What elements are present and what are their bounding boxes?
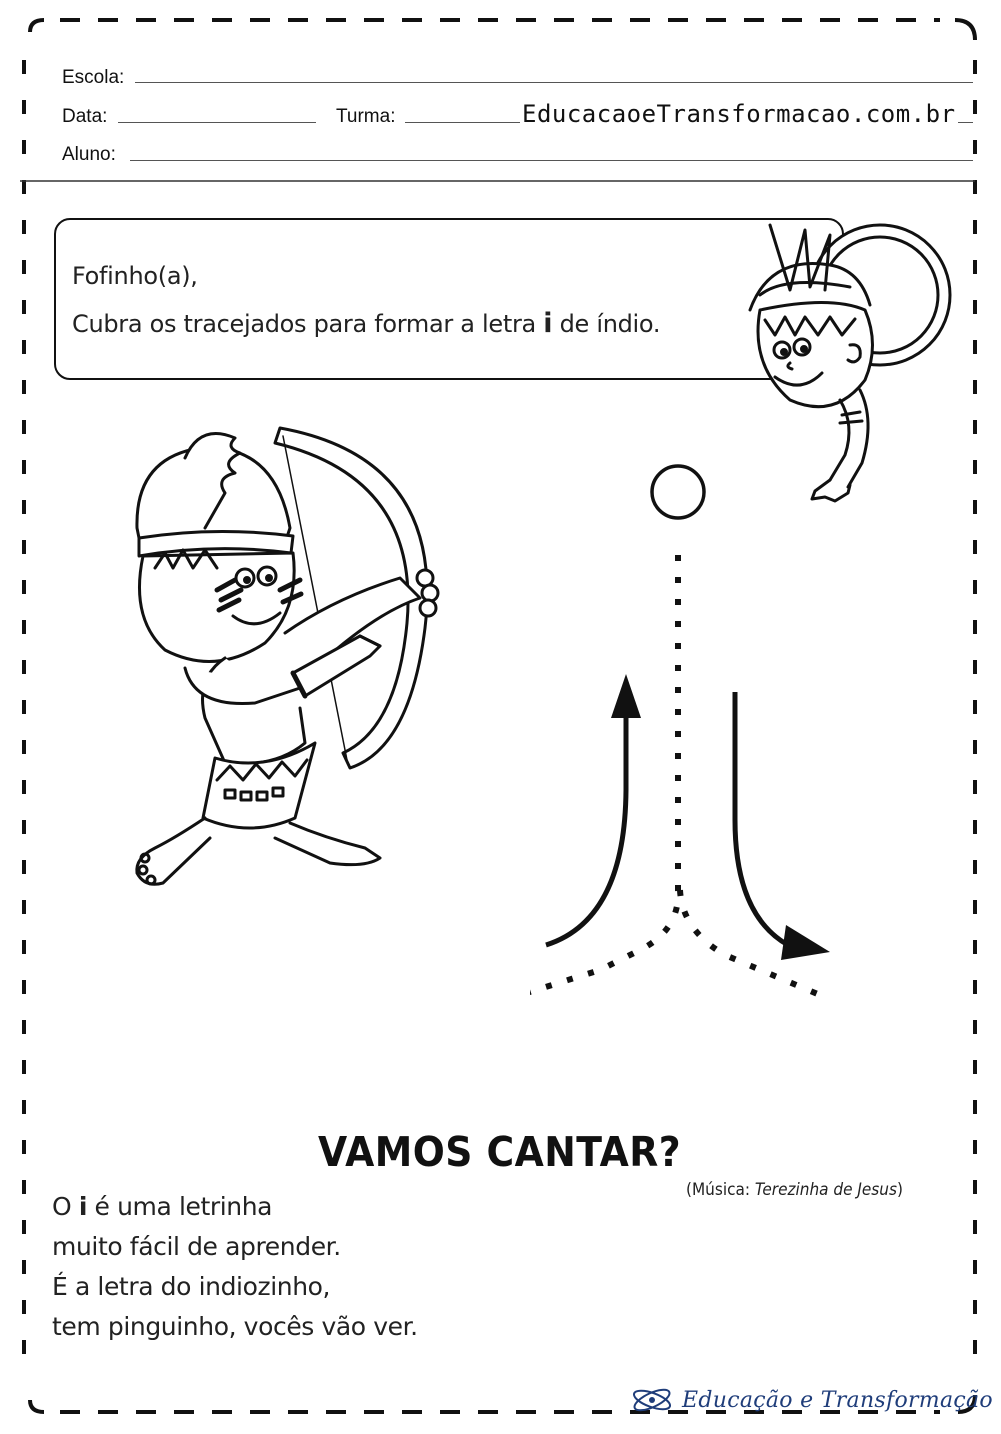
song-credit: (Música: Terezinha de Jesus) (686, 1180, 903, 1200)
left-up-arrow-line (546, 715, 626, 945)
footer-brand (630, 1383, 993, 1417)
aluno-label: Aluno: (62, 144, 116, 165)
dotted-stem (530, 555, 678, 995)
instruction-greeting: Fofinho(a), (72, 262, 198, 290)
lyric-line-2: muito fácil de aprender. (52, 1232, 341, 1261)
footer-brand-text: Educação e Transformação (682, 1387, 993, 1413)
data-field[interactable] (118, 122, 316, 123)
atom-logo-icon (630, 1383, 674, 1417)
escola-field[interactable] (135, 82, 973, 83)
data-label: Data: (62, 106, 108, 127)
site-url: EducacaoeTransformacao.com.br (522, 100, 956, 128)
instruction-box (54, 218, 844, 380)
song-title: VAMOS CANTAR? (318, 1128, 682, 1176)
escola-label: Escola: (62, 67, 125, 88)
instruction-line: Cubra os tracejados para formar a letra i de índio. (72, 308, 661, 339)
right-arrow-head (781, 925, 830, 960)
lyric-line-1: O i é uma letrinha (52, 1192, 273, 1221)
archer-boy-illustration (125, 418, 455, 908)
lyric-line-3: É a letra do indiozinho, (52, 1272, 331, 1301)
letter-i-tracing (530, 460, 850, 1020)
dot-of-i (652, 466, 704, 518)
turma-label: Turma: (336, 106, 396, 127)
up-arrow-head (611, 674, 641, 718)
aluno-field[interactable] (130, 160, 973, 161)
lyric-line-4: tem pinguinho, vocês vão ver. (52, 1312, 418, 1341)
right-down-arrow-line (735, 692, 788, 945)
